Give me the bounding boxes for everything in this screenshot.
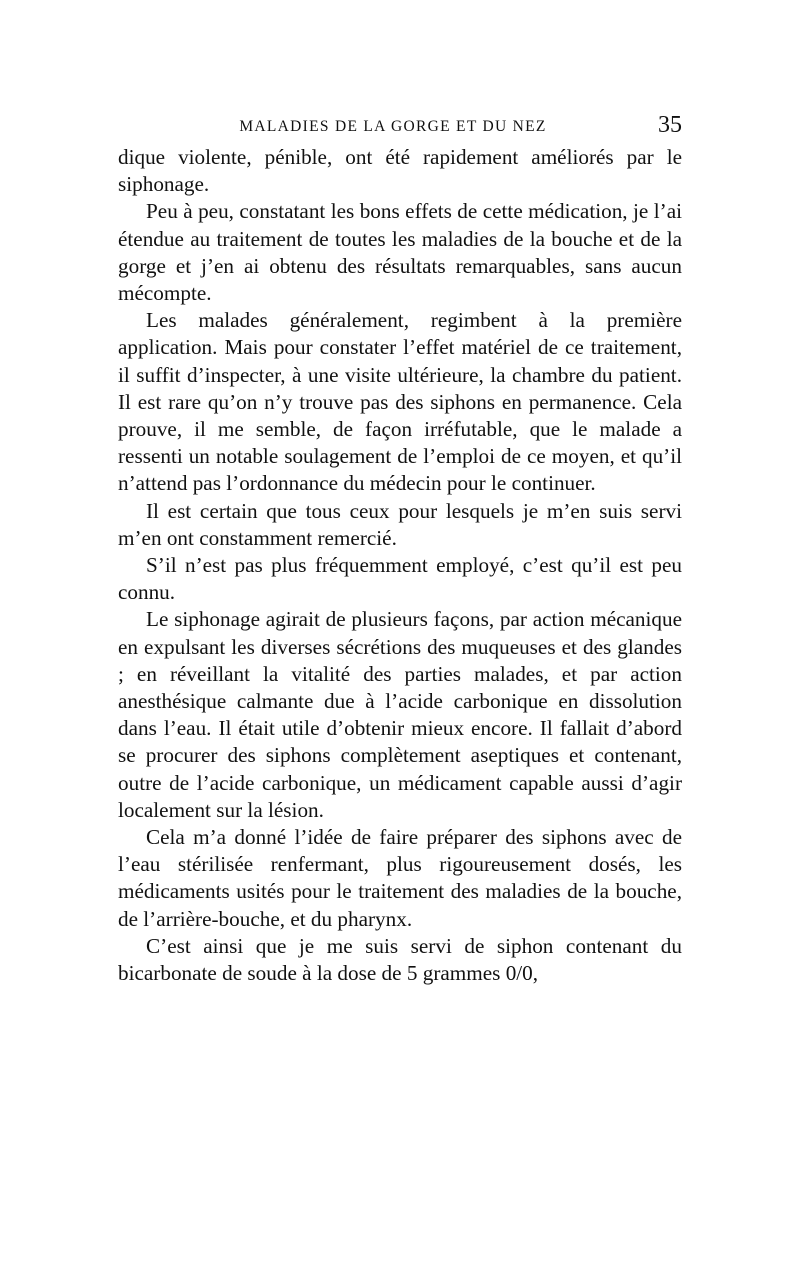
running-title: MALADIES DE LA GORGE ET DU NEZ	[239, 118, 547, 135]
paragraph-medication-extension: Peu à peu, constatant les bons effets de cette médication, je l’ai étendue au traitement de toutes les maladies de la bouche et de la gorge et j’en ai obtenu des résultats remarquables, sans aucun mécompte.	[118, 199, 682, 306]
paragraph-sterilized-siphons: Cela m’a donné l’idée de faire préparer des siphons avec de l’eau stérilisée renfermant, plus rigoureusement dosés, les médicaments usités pour le traitement des maladies de la bouche, de l’arrière-bouche, et du pharynx.	[118, 825, 682, 931]
paragraph-continuation: dique violente, pénible, ont été rapidement améliorés par le siphonage.	[118, 145, 682, 197]
paragraph-bicarbonate: C’est ainsi que je me suis servi de siphon contenant du bicarbonate de soude à la dose de 5 grammes 0/0,	[118, 933, 682, 986]
body-text	[118, 144, 682, 987]
paragraph-little-known: S’il n’est pas plus fréquemment employé, c’est qu’il est peu connu.	[118, 553, 682, 605]
paragraph-gratitude: Il est certain que tous ceux pour lesquels je m’en suis servi m’en ont constamment remercié.	[118, 498, 682, 550]
book-page	[118, 112, 682, 987]
page-number: 35	[658, 112, 682, 138]
paragraph-mechanism: Le siphonage agirait de plusieurs façons, par action mécanique en expulsant les diverses sécrétions des muqueuses et des glandes ; en réveillant la vitalité des parties malades, et par action anesthésique calmante due à l’acide carbonique en dissolution dans l’eau. Il était utile d’obtenir mieux encore. Il fallait d’abord se procurer des siphons complètement aseptiques et contenant, outre de l’acide carbonique, un médicament capable aussi d’agir localement sur la lésion.	[118, 607, 682, 822]
paragraph-patient-response: Les malades généralement, regimbent à la première application. Mais pour constater l’effet matériel de ce traitement, il suffit d’inspecter, à une visite ultérieure, la chambre du patient. Il est rare qu’on n’y trouve pas des siphons en permanence. Cela prouve, il me semble, de façon irréfutable, que le malade a ressenti un notable soulagement de l’emploi de ce moyen, et qu’il n’attend pas l’ordonnance du médecin pour le continuer.	[118, 308, 682, 496]
running-head	[118, 112, 682, 142]
